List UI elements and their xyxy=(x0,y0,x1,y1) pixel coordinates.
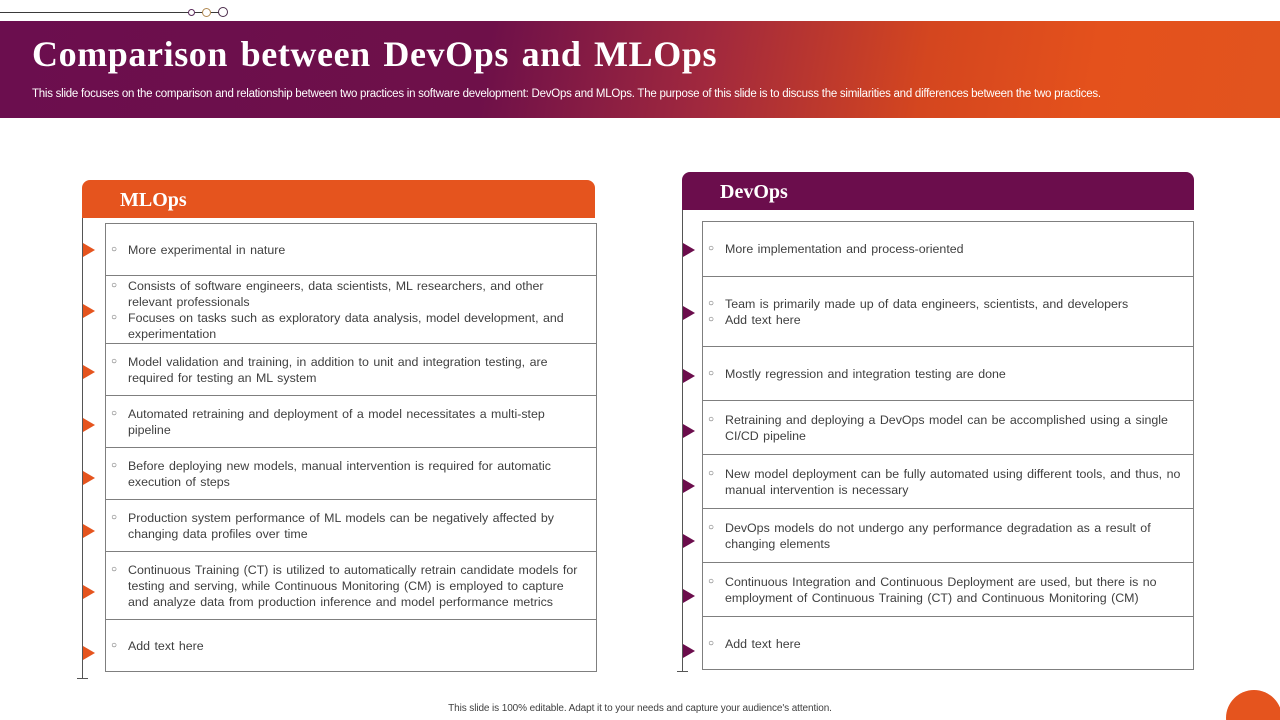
table-row xyxy=(703,277,1193,347)
hollow-bullet-icon: ○ xyxy=(708,313,715,325)
triangle-flag-icon xyxy=(83,365,95,379)
slide-title: Comparison between DevOps and MLOps xyxy=(32,34,718,74)
table-row xyxy=(703,401,1193,455)
hollow-bullet-icon: ○ xyxy=(111,355,118,367)
hollow-bullet-icon: ○ xyxy=(708,575,715,587)
list-item-text: Automated retraining and deployment of a model necessitates a multi-step pipeline xyxy=(128,406,545,437)
list-item xyxy=(111,310,588,342)
table-row xyxy=(703,347,1193,401)
list-item-text: Model validation and training, in addition to unit and integration testing, are required for testing an ML system xyxy=(128,354,548,385)
hollow-bullet-icon: ○ xyxy=(708,243,715,254)
slide-subtitle: This slide focuses on the comparison and relationship between two practices in software development: DevOps and MLOps. The purpose of this slide is to discuss the similarities and differences between the two practices. xyxy=(32,88,1101,100)
top-decoration xyxy=(0,0,240,22)
decoration-circle xyxy=(218,7,228,17)
list-item-text: Continuous Training (CT) is utilized to automatically retrain candidate models for testing and serving, while Continuous Monitoring (CM) is employed to capture and analyze data from production inference and model performance metrics xyxy=(128,562,578,609)
hollow-bullet-icon: ○ xyxy=(111,563,118,575)
list-item-text: Retraining and deploying a DevOps model can be accomplished using a single CI/CD pipeline xyxy=(725,412,1168,443)
hollow-bullet-icon: ○ xyxy=(708,367,715,379)
table-row xyxy=(703,222,1193,277)
triangle-flag-icon xyxy=(683,534,695,548)
triangle-flag-icon xyxy=(683,243,695,257)
list-item-text: DevOps models do not undergo any performance degradation as a result of changing elements xyxy=(725,520,1151,551)
devops-heading: DevOps xyxy=(682,172,1194,210)
list-item-text: More experimental in nature xyxy=(128,242,286,257)
list-item-text: Mostly regression and integration testing are done xyxy=(725,366,1006,381)
table-row xyxy=(703,617,1193,670)
hollow-bullet-icon: ○ xyxy=(708,297,715,309)
list-item xyxy=(708,412,1185,444)
list-item-text: New model deployment can be fully automated using different tools, and thus, no manual intervention is necessary xyxy=(725,466,1181,497)
hollow-bullet-icon: ○ xyxy=(111,459,118,471)
mlops-heading: MLOps xyxy=(82,180,595,218)
table-row xyxy=(106,396,596,448)
title-banner xyxy=(0,21,1280,118)
triangle-flag-icon xyxy=(83,304,95,318)
triangle-flag-icon xyxy=(83,243,95,257)
hollow-bullet-icon: ○ xyxy=(111,243,118,255)
triangle-flag-icon xyxy=(83,471,95,485)
hollow-bullet-icon: ○ xyxy=(111,279,118,291)
hollow-bullet-icon: ○ xyxy=(111,407,118,419)
flag-pole-base xyxy=(677,671,688,672)
flag-pole-base xyxy=(77,678,88,679)
list-item-text: Add text here xyxy=(725,312,801,327)
hollow-bullet-icon: ○ xyxy=(111,511,118,523)
hollow-bullet-icon: ○ xyxy=(708,413,715,425)
list-item xyxy=(708,241,1185,257)
list-item-text: Consists of software engineers, data scientists, ML researchers, and other relevant professionals xyxy=(128,278,544,309)
table-row xyxy=(703,455,1193,509)
table-row xyxy=(703,563,1193,617)
hollow-bullet-icon: ○ xyxy=(111,640,118,651)
list-item-text: Team is primarily made up of data engineers, scientists, and developers xyxy=(725,296,1129,311)
table-row xyxy=(106,276,596,344)
list-item xyxy=(111,510,588,542)
mlops-table xyxy=(105,223,597,672)
list-item xyxy=(708,466,1185,498)
list-item xyxy=(708,574,1185,606)
list-item xyxy=(111,406,588,438)
list-item xyxy=(708,312,1185,328)
triangle-flag-icon xyxy=(83,418,95,432)
devops-table xyxy=(702,221,1194,670)
list-item xyxy=(708,520,1185,552)
triangle-flag-icon xyxy=(83,646,95,660)
list-item-text: More implementation and process-oriented xyxy=(725,242,964,256)
corner-circle-decoration xyxy=(1226,690,1280,720)
table-row xyxy=(106,344,596,396)
list-item-text: Before deploying new models, manual intervention is required for automatic execution of steps xyxy=(128,458,551,489)
table-row xyxy=(106,620,596,672)
list-item xyxy=(111,278,588,310)
list-item-text: Continuous Integration and Continuous Deployment are used, but there is no employment of Continuous Training (CT) and Continuous Monitoring (CM) xyxy=(725,574,1157,605)
table-row xyxy=(703,509,1193,563)
table-row xyxy=(106,224,596,276)
list-item xyxy=(111,242,588,258)
list-item xyxy=(111,458,588,490)
hollow-bullet-icon: ○ xyxy=(111,311,118,323)
list-item-text: Add text here xyxy=(725,636,801,651)
hollow-bullet-icon: ○ xyxy=(708,637,715,649)
triangle-flag-icon xyxy=(683,479,695,493)
list-item-text: Add text here xyxy=(128,639,204,653)
list-item xyxy=(111,562,588,610)
decoration-circle xyxy=(188,9,195,16)
triangle-flag-icon xyxy=(83,524,95,538)
triangle-flag-icon xyxy=(683,306,695,320)
table-row xyxy=(106,500,596,552)
decoration-line xyxy=(0,12,190,13)
hollow-bullet-icon: ○ xyxy=(708,467,715,479)
list-item-text: Production system performance of ML models can be negatively affected by changing data profiles over time xyxy=(128,510,554,541)
hollow-bullet-icon: ○ xyxy=(708,521,715,533)
list-item xyxy=(708,296,1185,312)
list-item xyxy=(708,366,1185,382)
list-item xyxy=(111,638,588,654)
triangle-flag-icon xyxy=(683,644,695,658)
list-item xyxy=(708,636,1185,652)
triangle-flag-icon xyxy=(683,589,695,603)
table-row xyxy=(106,552,596,620)
table-row xyxy=(106,448,596,500)
footer-note: This slide is 100% editable. Adapt it to your needs and capture your audience's attention. xyxy=(448,703,832,714)
triangle-flag-icon xyxy=(683,369,695,383)
triangle-flag-icon xyxy=(683,424,695,438)
triangle-flag-icon xyxy=(83,585,95,599)
list-item-text: Focuses on tasks such as exploratory data analysis, model development, and experimentation xyxy=(128,310,564,341)
list-item xyxy=(111,354,588,386)
decoration-circle xyxy=(202,8,211,17)
flag-pole xyxy=(82,218,83,678)
